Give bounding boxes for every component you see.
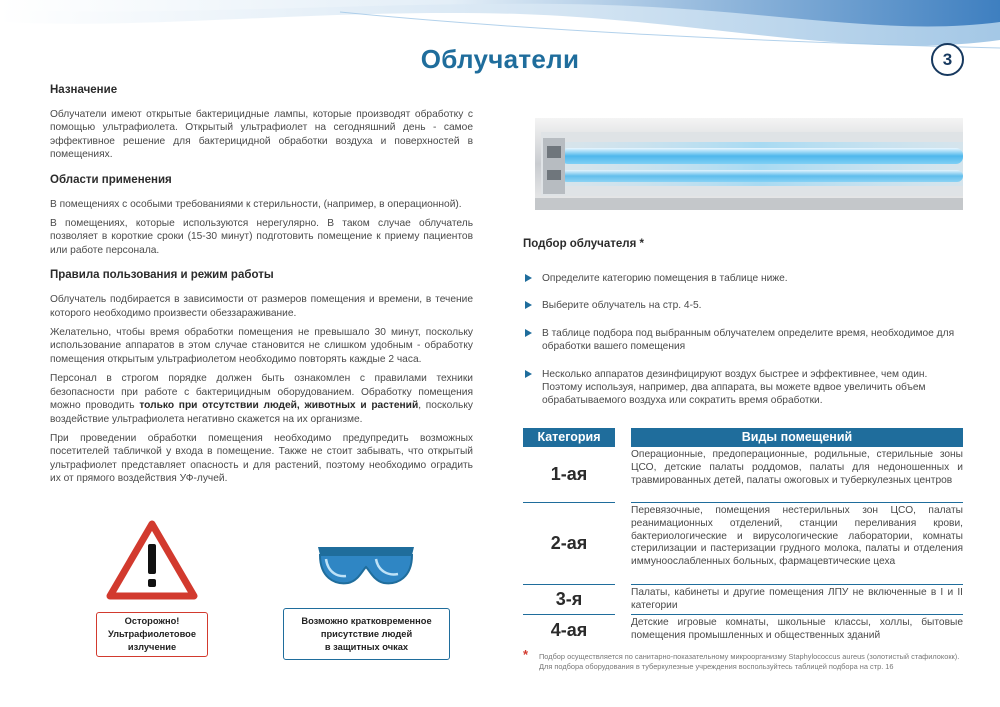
warning-label-box <box>96 612 208 657</box>
uv-lamp-image <box>535 118 963 210</box>
arrow-bullet-icon <box>525 301 532 309</box>
rooms-cell: Детские игровые комнаты, школьные классы, холлы, бытовые помещения промышленных и общественных зданий <box>631 617 963 641</box>
rules-text-3-start: Персонал в строгом порядке должен быть ознакомлен с правилами техники безопасности при работе с бактерицидным оборудованием. Обработку помещения можно проводить <box>50 373 473 412</box>
rooms-cell: Перевязочные, помещения нестерильных зон ЦСО, палаты реанимационных отделений, станции переливания крови, бактериологические и вирусологические лаборатории, комнаты стерилизации и пастеризации грудного молока, палаты и отделения иммуноослабленных больных, фармацевтические цеха <box>631 503 963 585</box>
glasses-line-1: Возможно кратковременное <box>301 615 432 626</box>
arrow-bullet-icon <box>525 370 532 378</box>
rules-section <box>50 269 473 485</box>
arrow-bullet-icon <box>525 274 532 282</box>
rooms-cell: Палаты, кабинеты и другие помещения ЛПУ не включенные в I и II категории <box>631 585 963 615</box>
rules-text-1: Облучатель подбирается в зависимости от размеров помещения и времени, в течение которого необходимо произвести обеззараживание. <box>50 294 473 319</box>
left-column <box>50 84 473 498</box>
selection-step-text: Определите категорию помещения в таблице ниже. <box>542 273 788 284</box>
safety-glasses-icon <box>316 543 416 589</box>
arrow-bullet-icon <box>525 329 532 337</box>
glasses-line-2: присутствие людей <box>320 628 413 639</box>
rules-text-3 <box>50 372 473 426</box>
room-category-table <box>523 428 963 645</box>
warning-triangle-icon <box>96 520 208 600</box>
warning-line-3: излучение <box>127 642 177 652</box>
warning-line-2: Ультрафиолетовое <box>107 629 197 639</box>
areas-text-1: В помещениях с особыми требованиями к стерильности, (например, в операционной). <box>50 198 462 210</box>
header-rooms: Виды помещений <box>631 428 963 447</box>
glasses-line-3: в защитных очках <box>324 641 409 652</box>
category-cell: 2-ая <box>523 503 615 585</box>
purpose-heading: Назначение <box>50 84 118 96</box>
footnote-star: * <box>523 647 529 662</box>
rules-text-3-bold: только при отсутствии людей, животных и растений <box>139 400 419 412</box>
selection-step-text: Выберите облучатель на стр. 4-5. <box>542 300 702 312</box>
areas-text-2: В помещениях, которые используются нерегулярно. В таком случае облучатель позволяет в короткие сроки (15-30 минут) подготовить помещение к приему пациентов или работе персонала. <box>50 218 473 256</box>
table-row <box>523 585 963 615</box>
page-number-badge: 3 <box>931 43 964 76</box>
table-header <box>523 428 963 447</box>
selection-step-4 <box>523 368 963 408</box>
selection-step-3 <box>523 327 963 354</box>
selection-step-2 <box>523 299 963 312</box>
rules-text-2: Желательно, чтобы время обработки помещения не превышало 30 минут, поскольку использование аппаратов в этом случае становится не слишком удобным - обработку помещения открытым ультрафиолетом необходимо повторять каждые 2 часа. <box>50 327 473 365</box>
rooms-cell: Операционные, предоперационные, родильные, стерильные зоны ЦСО, детские палаты роддомов, палаты для недоношенных и травмированных детей, палаты ожоговых и туберкулезных центров <box>631 447 963 503</box>
rules-heading: Правила пользования и режим работы <box>50 269 274 282</box>
purpose-section <box>50 84 473 162</box>
footnote <box>523 647 963 672</box>
table-row <box>523 615 963 645</box>
category-cell: 3-я <box>523 585 615 615</box>
footnote-text: Подбор осуществляется по санитарно-показательному микроорганизму Staphylococcus aureus (золотистый стафилококк). Для подбора оборудования в туберкулезные учреждения воспользуйтесь таблицей подбора на стр. 16 <box>539 652 960 671</box>
selection-step-1 <box>523 272 963 285</box>
selection-section <box>523 238 963 422</box>
selection-step-text: Несколько аппаратов дезинфицируют воздух быстрее и эффективнее, чем один. Поэтому используя, например, два аппарата, вы можете вдвое увеличить объем обрабатываемого воздуха или сократить время обработки. <box>542 368 928 407</box>
areas-heading: Области применения <box>50 173 172 186</box>
category-cell: 1-ая <box>523 447 615 503</box>
rules-text-3-end: , поскольку воздействие ультрафиолета негативно скажется на их организме. <box>50 400 473 425</box>
selection-heading: Подбор облучателя * <box>523 238 644 250</box>
rules-text-4: При проведении обработки помещения необходимо предупредить возможных посетителей табличкой у входа в помещение. Также не стоит забывать, что открытый ультрафиолет представляет опасность и для растений, поэтому необходимо оградить их от прямого воздействия УФ-лучей. <box>50 432 473 485</box>
header-category: Категория <box>523 428 615 447</box>
page-title: Облучатели <box>420 44 580 74</box>
areas-section <box>50 174 473 258</box>
table-row <box>523 447 963 503</box>
purpose-text: Облучатели имеют открытые бактерицидные лампы, которые производят обработку с помощью ультрафиолета. Открытый ультрафиолет на сегодняшний день - самое эффективное решение для бактерицидной обработки воздуха и поверхностей в помещениях. <box>50 109 473 161</box>
warning-line-1: Осторожно! <box>124 616 180 626</box>
selection-step-text: В таблице подбора под выбранным облучателем определите время, необходимое для обработки вашего помещения <box>542 327 955 353</box>
table-row <box>523 503 963 585</box>
category-cell: 4-ая <box>550 619 588 640</box>
glasses-label-box <box>283 608 450 660</box>
